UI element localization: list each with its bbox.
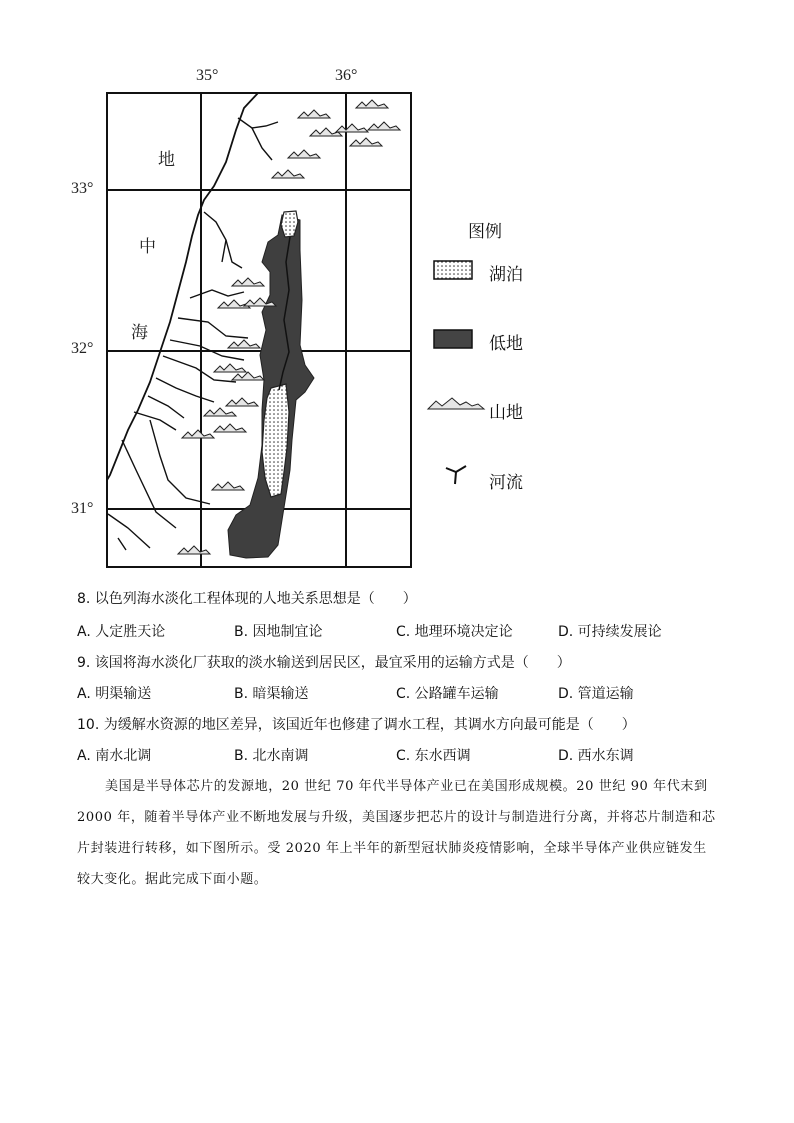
question-10-stem: 10. 为缓解水资源的地区差异，该国近年也修建了调水工程，其调水方向最可能是（ ） <box>77 717 636 733</box>
question-8-option-c: C. 地理环境决定论 <box>396 624 513 640</box>
mountain-icon <box>428 398 484 409</box>
question-10-option-a: A. 南水北调 <box>77 748 152 764</box>
question-8-option-a: A. 人定胜天论 <box>77 624 166 640</box>
lat-label-33: 33° <box>71 180 94 197</box>
lake-swatch-icon <box>434 261 472 279</box>
legend-title: 图例 <box>468 222 502 242</box>
lon-label-36: 36° <box>335 67 358 84</box>
question-9-option-b: B. 暗渠输送 <box>234 686 309 702</box>
passage-line-2: 2000 年，随着半导体产业不断地发展与升级，美国逐步把芯片的设计与制造进行分离，并将芯片制造和芯 <box>77 810 716 825</box>
lowland-area <box>228 215 314 558</box>
lake-galilee <box>281 211 298 237</box>
question-10-option-b: B. 北水南调 <box>234 748 309 764</box>
legend-label-lake: 湖泊 <box>489 265 523 285</box>
passage-line-4: 较大变化。据此完成下面小题。 <box>77 872 268 887</box>
question-8-option-b: B. 因地制宜论 <box>234 624 323 640</box>
river-icon <box>446 466 466 484</box>
lat-label-32: 32° <box>71 340 94 357</box>
question-10-option-d: D. 西水东调 <box>558 748 634 764</box>
question-9-option-d: D. 管道运输 <box>558 686 634 702</box>
question-9-option-a: A. 明渠输送 <box>77 686 152 702</box>
lon-label-35: 35° <box>196 67 219 84</box>
legend-label-lowland: 低地 <box>489 334 523 354</box>
question-8-option-d: D. 可持续发展论 <box>558 624 662 640</box>
passage-line-1: 美国是半导体芯片的发源地，20 世纪 70 年代半导体产业已在美国形成规模。20 世纪 90 年代末到 <box>105 779 708 794</box>
passage-line-3: 片封装进行转移，如下图所示。受 2020 年上半年的新型冠状肺炎疫情影响，全球半导体产业供应链发生 <box>77 841 707 856</box>
question-8-stem: 8. 以色列海水淡化工程体现的人地关系思想是（ ） <box>77 591 417 607</box>
lat-label-31: 31° <box>71 500 94 517</box>
legend-label-mountain: 山地 <box>489 403 523 423</box>
question-10-option-c: C. 东水西调 <box>396 748 471 764</box>
lowland-swatch-icon <box>434 330 472 348</box>
sea-label-char-1: 地 <box>158 150 175 170</box>
sea-label-char-3: 海 <box>131 323 148 343</box>
question-9-stem: 9. 该国将海水淡化厂获取的淡水输送到居民区，最宜采用的运输方式是（ ） <box>77 655 571 671</box>
sea-label-char-2: 中 <box>139 237 156 257</box>
legend-label-river: 河流 <box>489 473 523 493</box>
question-9-option-c: C. 公路罐车运输 <box>396 686 499 702</box>
passage <box>77 771 737 901</box>
